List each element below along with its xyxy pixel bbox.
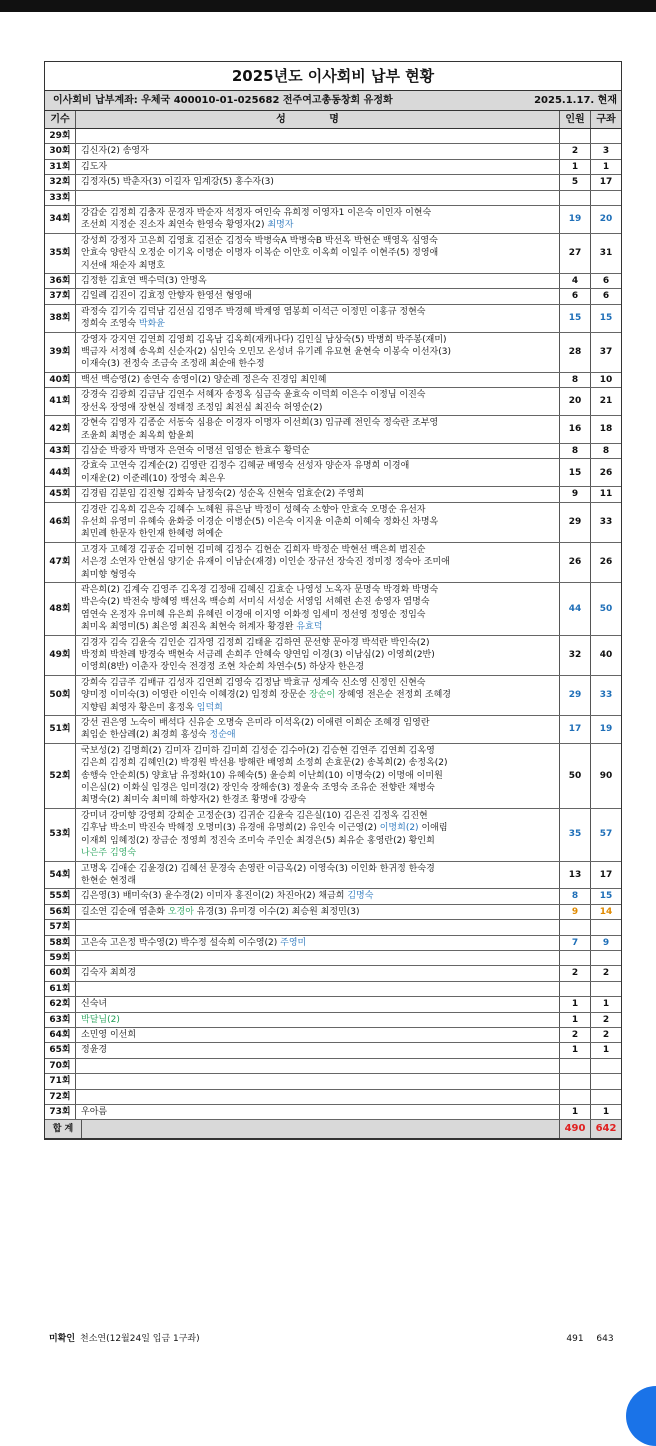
row-names <box>76 920 560 934</box>
highlighted-name: 최명자 <box>267 220 294 231</box>
row-names <box>76 636 560 675</box>
names-text: 강성희 강정자 고은희 김영효 김전순 김정숙 박병숙A 박병숙B 박선옥 박현순 백영옥 심영숙 안효숙 양란식 오정순 이기옥 이명순 이명자 이복순 이안호 이옥희 이일주 이현주(5) 정영애 지선애 채순자 최명호 <box>81 235 439 271</box>
row-people <box>560 191 591 205</box>
row-units: 26 <box>599 557 613 568</box>
total-units: 642 <box>595 1123 617 1135</box>
row-people: 13 <box>560 862 591 889</box>
row-units: 21 <box>599 396 613 407</box>
row-units <box>591 951 621 965</box>
row-names <box>76 373 560 387</box>
row-units: 3 <box>602 146 610 157</box>
row-units: 20 <box>599 214 613 225</box>
total-spacer <box>82 1120 560 1138</box>
row-units: 90 <box>599 770 613 781</box>
row-class-number: 57회 <box>45 920 76 934</box>
unconfirmed-units: 643 <box>596 1334 614 1344</box>
row-class-number: 44회 <box>45 459 76 486</box>
row-names <box>76 809 560 861</box>
row-class-number: 71회 <box>45 1074 76 1088</box>
row-units: 50 <box>599 603 613 614</box>
table-row <box>45 416 621 444</box>
row-names <box>76 333 560 372</box>
floating-action-button[interactable] <box>626 1386 656 1446</box>
row-names <box>76 144 560 158</box>
table-row <box>45 444 621 459</box>
row-units: 6 <box>602 276 610 287</box>
total-row <box>45 1120 621 1139</box>
row-units: 6 <box>602 291 610 302</box>
table-title: 2025년도 이사회비 납부 현황 <box>45 62 621 91</box>
names-text: 곽정숙 김기숙 김덕남 김선심 김영주 박경혜 박계영 염봉희 이석근 이정민 이홍규 정현숙 정희숙 조영숙 <box>81 306 426 330</box>
row-people: 2 <box>560 1028 591 1042</box>
highlighted-name: 오경아 <box>167 906 194 917</box>
names-text: 강갑순 김정희 김충자 문경자 박순자 석정자 여인숙 유희정 이영자1 이은숙 이인자 이현숙 조선희 지정순 진소자 최연숙 한영숙 황영자(2) <box>81 208 432 231</box>
table-row <box>45 997 621 1012</box>
row-names <box>76 1013 560 1027</box>
row-class-number: 29회 <box>45 129 76 143</box>
header-names: 성 명 <box>76 111 560 128</box>
row-class-number: 72회 <box>45 1090 76 1104</box>
row-units: 10 <box>599 374 613 385</box>
row-people: 32 <box>560 636 591 675</box>
header-row <box>45 111 621 129</box>
total-people: 490 <box>560 1120 591 1138</box>
row-class-number: 34회 <box>45 206 76 233</box>
row-people: 8 <box>560 889 591 903</box>
row-units: 1 <box>602 161 610 172</box>
row-class-number: 48회 <box>45 583 76 635</box>
names-text: 백선 백승영(2) 송연숙 송영이(2) 양순례 정은숙 진경임 최인혜 <box>81 374 327 385</box>
row-names <box>76 175 560 189</box>
table-row <box>45 234 621 274</box>
row-names <box>76 274 560 288</box>
highlighted-name: 임덕희 <box>196 702 223 713</box>
table-row <box>45 676 621 716</box>
table-row <box>45 1043 621 1058</box>
row-class-number: 36회 <box>45 274 76 288</box>
row-class-number: 73회 <box>45 1105 76 1119</box>
row-class-number: 45회 <box>45 487 76 501</box>
row-people: 2 <box>560 966 591 980</box>
row-units: 33 <box>599 690 613 701</box>
row-class-number: 62회 <box>45 997 76 1011</box>
row-units: 37 <box>599 347 613 358</box>
dues-table <box>44 61 622 1140</box>
row-names <box>76 1105 560 1119</box>
table-row <box>45 1090 621 1105</box>
row-class-number: 33회 <box>45 191 76 205</box>
highlighted-name: 박달님(2) <box>81 1014 120 1025</box>
highlighted-name: 유효덕 <box>296 622 323 633</box>
row-units: 15 <box>599 891 613 902</box>
row-people: 16 <box>560 416 591 443</box>
names-text: 강미녀 강미향 강영희 강희순 고정순(3) 김귀순 김윤숙 김은실(10) 김은진 김정옥 김진현 김후남 박소미 박진숙 박해정 오명미(3) 유경애 유명희(2) 유인숙 이근영(2) <box>81 810 428 834</box>
row-units: 17 <box>599 869 613 880</box>
table-row <box>45 966 621 981</box>
row-people: 2 <box>560 144 591 158</box>
row-names <box>76 416 560 443</box>
row-units <box>591 1074 621 1088</box>
row-names <box>76 503 560 542</box>
row-units: 40 <box>599 650 613 660</box>
names-text: 김신자(2) 송영자 <box>81 146 149 157</box>
row-people: 15 <box>560 459 591 486</box>
table-row <box>45 1074 621 1089</box>
names-text: 곽은희(2) 김계숙 김영주 김옥경 김정애 김혜신 김효순 나영성 노옥자 문명숙 박경화 박명숙 박은숙(2) 박전숙 방혜영 백선옥 백승희 서미식 서성순 서영임 서혜련 손진 송영자 염명숙 염연숙 온정자 유미혜 유은희 유혜린 이경애 이지영 이화정 임세미 정선영 정영순 정임숙 최미옥 최영미(5) 최은영 최진옥 최현숙 허계자 황경완 <box>81 584 439 633</box>
row-units: 1 <box>602 1106 610 1117</box>
row-units: 2 <box>602 968 610 979</box>
as-of-date: 2025.1.17. 현재 <box>534 95 617 106</box>
row-people: 15 <box>560 305 591 332</box>
row-units <box>591 129 621 143</box>
table-row <box>45 487 621 502</box>
row-units: 9 <box>602 937 610 948</box>
table-row <box>45 636 621 676</box>
row-people: 50 <box>560 744 591 808</box>
row-people: 27 <box>560 234 591 273</box>
table-row <box>45 744 621 809</box>
row-people <box>560 129 591 143</box>
names-text: 고명옥 김애순 김윤경(2) 김혜선 문경숙 손영란 이금옥(2) 이영숙(3) 이인화 한귀정 한숙경 한현순 현정래 <box>81 863 435 886</box>
row-class-number: 39회 <box>45 333 76 372</box>
row-names <box>76 889 560 903</box>
row-people: 26 <box>560 543 591 582</box>
row-people <box>560 920 591 934</box>
names-text: 강영자 강지연 김연희 김영희 김옥남 김옥희(재캐나다) 김인실 남상숙(5) 박병희 박주봉(재미) 백금자 서정혜 송옥희 신순자(2) 심인숙 오민모 온성녀 유기례 유묘현 윤현숙 이봉숙 이선자(3) 이재숙(3) 전정숙 조금숙 조정래 최순애 한수정 <box>81 334 451 370</box>
table-row <box>45 862 621 890</box>
highlighted-name: 김명숙 <box>347 891 374 902</box>
row-units <box>591 920 621 934</box>
row-names <box>76 305 560 332</box>
row-class-number: 30회 <box>45 144 76 158</box>
row-class-number: 55회 <box>45 889 76 903</box>
row-class-number: 35회 <box>45 234 76 273</box>
table-row <box>45 920 621 935</box>
row-class-number: 40회 <box>45 373 76 387</box>
row-people: 17 <box>560 716 591 743</box>
table-row <box>45 175 621 190</box>
highlighted-name: 정순애 <box>209 730 236 741</box>
table-row <box>45 936 621 951</box>
row-class-number: 42회 <box>45 416 76 443</box>
row-names <box>76 997 560 1011</box>
names-text: 소민영 이선희 <box>81 1029 137 1040</box>
row-people: 8 <box>560 444 591 458</box>
row-units: 26 <box>599 467 613 478</box>
row-units: 8 <box>602 445 610 456</box>
row-class-number: 58회 <box>45 936 76 950</box>
row-names <box>76 129 560 143</box>
table-row <box>45 206 621 234</box>
table-row <box>45 1028 621 1043</box>
table-row <box>45 1013 621 1028</box>
highlighted-name: 주영미 <box>280 937 307 948</box>
names-text: 김정자(5) 박춘자(3) 이길자 임계강(5) 홍수자(3) <box>81 177 274 188</box>
row-names <box>76 905 560 919</box>
row-people <box>560 1059 591 1073</box>
names-text: 신숙녀 <box>81 999 108 1010</box>
names-text: 김은영(3) 배미숙(3) 윤수경(2) 이미자 홍진이(2) 차진아(2) 채금희 <box>81 891 348 902</box>
row-names <box>76 1090 560 1104</box>
row-units: 2 <box>602 1014 610 1025</box>
table-row <box>45 1105 621 1120</box>
row-names <box>76 1028 560 1042</box>
account-info <box>45 91 621 111</box>
names-text: 김경자 김숙 김윤숙 김인순 김자영 김정희 김태윤 김하연 문선향 문아경 박석란 박인숙(2) 박정희 박찬례 방경숙 백현숙 서금례 손희주 안혜숙 양연임 이경(3) 이남심(2) 이영희(2반) 이영희(8반) 이춘자 장인숙 전경정 조현 차순희 차연수(5) 하상자 한은경 <box>81 637 435 673</box>
row-units: 2 <box>602 1029 610 1040</box>
row-units: 17 <box>599 177 613 188</box>
row-units: 19 <box>599 724 613 735</box>
table-row <box>45 905 621 920</box>
row-people: 4 <box>560 274 591 288</box>
row-people: 35 <box>560 809 591 861</box>
row-names <box>76 862 560 889</box>
row-names <box>76 966 560 980</box>
row-people: 29 <box>560 503 591 542</box>
row-class-number: 56회 <box>45 905 76 919</box>
row-names <box>76 1074 560 1088</box>
names-text: 우아름 <box>81 1106 108 1117</box>
table-row <box>45 160 621 175</box>
row-class-number: 41회 <box>45 388 76 415</box>
table-row <box>45 809 621 862</box>
names-text: 유경(3) 유미경 이수(2) 최승원 최정민(3) <box>193 906 360 917</box>
row-units: 1 <box>602 999 610 1010</box>
unconfirmed-label: 미확인 <box>48 1334 76 1344</box>
row-class-number: 46회 <box>45 503 76 542</box>
row-people: 44 <box>560 583 591 635</box>
row-class-number: 51회 <box>45 716 76 743</box>
row-names <box>76 982 560 996</box>
header-units: 구좌 <box>596 114 616 125</box>
row-people: 1 <box>560 1105 591 1119</box>
names-text: 강효숙 고연숙 김계순(2) 김영란 김정수 김혜균 배영숙 선성자 양순자 유명희 이경애 이재운(2) 이준례(10) 장영숙 최은우 <box>81 461 410 484</box>
table-row <box>45 982 621 997</box>
row-class-number: 61회 <box>45 982 76 996</box>
table-row <box>45 289 621 304</box>
table-row <box>45 459 621 487</box>
row-people: 9 <box>560 905 591 919</box>
row-names <box>76 716 560 743</box>
row-people <box>560 951 591 965</box>
table-row <box>45 889 621 904</box>
row-names <box>76 936 560 950</box>
row-names <box>76 444 560 458</box>
row-people <box>560 1090 591 1104</box>
names-text: 김정한 김효연 백수덕(3) 안명옥 <box>81 276 207 287</box>
row-class-number: 31회 <box>45 160 76 174</box>
names-text: 고경자 고혜경 김공순 김미현 김미혜 김정수 김현순 김희자 박정순 박현선 백은희 범진순 서은경 소연자 안현심 양기순 유재이 이남순(재경) 이인순 장규선 장숙진 정미정 정숙아 조미애 최미향 형영숙 <box>81 544 450 580</box>
row-names <box>76 206 560 233</box>
row-class-number: 37회 <box>45 289 76 303</box>
header-no: 기수 <box>45 111 76 128</box>
top-status-bar <box>0 0 656 12</box>
row-units: 31 <box>599 248 613 259</box>
row-names <box>76 459 560 486</box>
names-text: 강경숙 김광희 김금남 김연수 서혜자 송정옥 심금숙 윤효숙 이덕희 이은수 이정님 이진숙 장선옥 장영애 장현실 정태정 조정임 최전심 최진숙 허영순(2) <box>81 390 426 413</box>
row-names <box>76 191 560 205</box>
unconfirmed-people: 491 <box>566 1334 584 1344</box>
row-class-number: 49회 <box>45 636 76 675</box>
names-text: 국보성(2) 김명희(2) 김미자 김미하 김미희 김성순 김수아(2) 김승현 김연주 김연희 김옥영 김은희 김정희 김혜인(2) 박경원 박선용 방해란 배영희 소정희 손효문(2) 송복희(2) 송정옥(2) 송행숙 안순희(5) 양효남 유정화(10) 유혜숙(5) 윤승희 이난희(10) 이명숙(2) 이명애 이미원 이은심(2) 이화실 임경은 임미경(2) 장인숙 장해송(3) 정윤숙 조영숙 조유순 전향란 채병숙 최명숙(2) 최미숙 최미혜 하향자(2) 한경조 황명애 강광숙 <box>81 745 448 806</box>
highlighted-name: 나은주 김영숙 <box>81 848 137 859</box>
row-class-number: 60회 <box>45 966 76 980</box>
unconfirmed-text: 천소연(12월24일 입금 1구좌) <box>80 1334 200 1344</box>
table-row <box>45 144 621 159</box>
highlighted-name: 장순이 <box>309 690 336 701</box>
row-people: 1 <box>560 1013 591 1027</box>
row-names <box>76 487 560 501</box>
row-units: 1 <box>602 1045 610 1056</box>
row-class-number: 47회 <box>45 543 76 582</box>
names-text: 고은숙 고은정 박수영(2) 박수정 설숙희 이수영(2) <box>81 937 281 948</box>
row-class-number: 59회 <box>45 951 76 965</box>
row-class-number: 52회 <box>45 744 76 808</box>
row-names <box>76 676 560 715</box>
row-people: 7 <box>560 936 591 950</box>
table-row <box>45 191 621 206</box>
row-people: 1 <box>560 997 591 1011</box>
row-people: 1 <box>560 1043 591 1057</box>
row-people <box>560 1074 591 1088</box>
row-class-number: 50회 <box>45 676 76 715</box>
names-text: 길소연 김순애 염춘화 <box>81 906 168 917</box>
row-names <box>76 289 560 303</box>
names-text: 김도자 <box>81 161 108 172</box>
highlighted-name: 이명희(2) <box>379 823 419 834</box>
names-text: 강희숙 김금주 김배규 김성자 김연희 김영숙 김정남 박효규 성계숙 신소영 신정인 신현숙 양미정 이미숙(3) 이영란 이인숙 이혜경(2) 임정희 장문순 <box>81 677 426 701</box>
table-row <box>45 951 621 966</box>
row-names <box>76 951 560 965</box>
row-people: 9 <box>560 487 591 501</box>
unconfirmed-row <box>44 1330 620 1348</box>
row-units: 11 <box>599 489 613 500</box>
highlighted-name: 박화윤 <box>138 319 165 330</box>
row-names <box>76 1043 560 1057</box>
table-row <box>45 583 621 636</box>
row-people: 6 <box>560 289 591 303</box>
row-units: 15 <box>599 313 613 324</box>
table-row <box>45 388 621 416</box>
row-units <box>591 982 621 996</box>
table-row <box>45 305 621 333</box>
table-row <box>45 373 621 388</box>
row-people: 29 <box>560 676 591 715</box>
table-row <box>45 129 621 144</box>
table-row <box>45 333 621 373</box>
row-people: 20 <box>560 388 591 415</box>
row-people: 8 <box>560 373 591 387</box>
row-names <box>76 160 560 174</box>
row-names <box>76 388 560 415</box>
names-text: 김일례 김진이 김효정 안향자 한영선 형영애 <box>81 291 252 302</box>
row-people <box>560 982 591 996</box>
header-people: 인원 <box>560 111 591 128</box>
row-units: 14 <box>599 906 613 917</box>
row-names <box>76 543 560 582</box>
account-text: 이사회비 납부계좌: 우체국 400010-01-025682 전주여고총동창회 유정화 <box>53 95 393 106</box>
row-names <box>76 744 560 808</box>
row-people: 1 <box>560 160 591 174</box>
row-units: 33 <box>599 516 613 527</box>
table-row <box>45 274 621 289</box>
names-text: 김삼순 박광자 박명자 은연숙 이명선 임영순 한효수 황덕순 <box>81 445 310 456</box>
row-units <box>591 1090 621 1104</box>
row-names <box>76 234 560 273</box>
row-names <box>76 1059 560 1073</box>
table-row <box>45 543 621 583</box>
table-row <box>45 1059 621 1074</box>
table-row <box>45 503 621 543</box>
row-units: 18 <box>599 424 613 435</box>
names-text: 김경란 김옥희 김은숙 김혜수 노혜원 류은남 박정이 성혜숙 소향아 안효숙 오명순 유선자 유선희 유영미 유혜숙 윤화중 이경순 이병순(5) 이은숙 이지윤 이춘희 이혜숙 정화신 차명옥 최민례 한문자 한인재 한혜령 허예순 <box>81 504 439 540</box>
row-class-number: 38회 <box>45 305 76 332</box>
row-class-number: 63회 <box>45 1013 76 1027</box>
row-class-number: 43회 <box>45 444 76 458</box>
row-class-number: 32회 <box>45 175 76 189</box>
table-body <box>45 129 621 1120</box>
row-class-number: 65회 <box>45 1043 76 1057</box>
row-class-number: 53회 <box>45 809 76 861</box>
row-units <box>591 191 621 205</box>
row-people: 28 <box>560 333 591 372</box>
row-people: 19 <box>560 206 591 233</box>
names-text: 이애림 이재희 임혜정(2) 장금순 정영희 정진숙 조미숙 주인순 최경은(5) 최유순 홍영란(2) 황인희 <box>81 823 448 846</box>
row-units <box>591 1059 621 1073</box>
row-class-number: 70회 <box>45 1059 76 1073</box>
row-units: 57 <box>599 829 613 840</box>
row-class-number: 64회 <box>45 1028 76 1042</box>
names-text: 김숙자 최희경 <box>81 968 137 979</box>
total-label: 합 계 <box>45 1120 82 1138</box>
names-text: 정윤경 <box>81 1045 108 1056</box>
row-people: 5 <box>560 175 591 189</box>
row-names <box>76 583 560 635</box>
row-class-number: 54회 <box>45 862 76 889</box>
names-text: 강현숙 김영자 김종순 서동숙 심용순 이경자 이명자 이선희(3) 임규례 전인숙 정숙란 조부영 조윤희 최명순 최옥희 함윤희 <box>81 418 439 441</box>
table-row <box>45 716 621 744</box>
names-text: 강선 권은영 노숙이 배석다 신유순 오명숙 은미라 이석옥(2) 이애련 이희순 조혜경 임영란 최임순 한삼례(2) 최경희 홍성숙 <box>81 718 430 741</box>
names-text: 김경림 김분임 김진형 김화숙 남정숙(2) 성순옥 신현숙 엄효순(2) 주영희 <box>81 489 365 500</box>
names-text: 장혜영 전은순 전정희 조혜경 지향림 최영자 황은미 홍정옥 <box>81 690 451 713</box>
